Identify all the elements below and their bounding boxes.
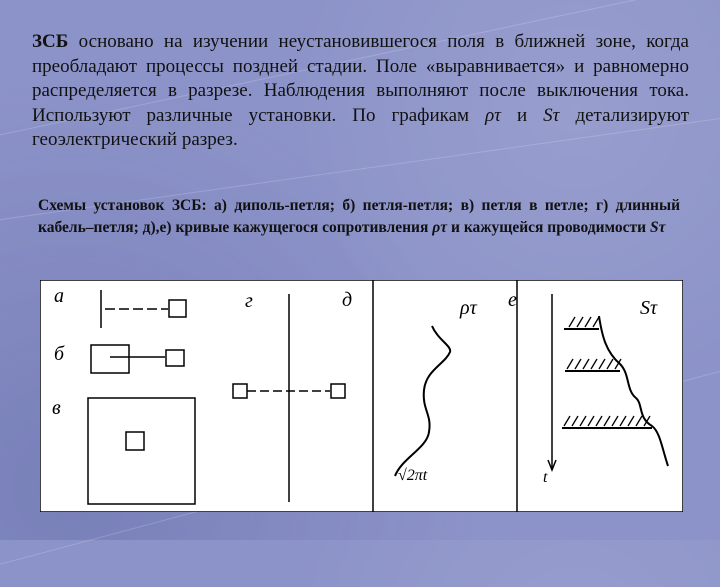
paragraph-text: и <box>500 104 544 126</box>
label-v: в <box>52 397 61 419</box>
label-b: б <box>54 343 65 365</box>
rho-tau-axis-label: ρτ <box>460 297 477 319</box>
figure-frame <box>40 280 683 512</box>
setup-diagram <box>40 280 683 512</box>
paragraph-text: детализируют геоэлектрический разрез. <box>32 104 689 150</box>
caption-text: и кажущейся проводимости <box>447 219 650 236</box>
s-tau-axis-label: Sτ <box>640 297 658 319</box>
label-e: е <box>508 289 517 311</box>
rho-symbol: ρτ <box>432 219 448 236</box>
setup-diagram-figure <box>40 280 683 512</box>
sqrt-2pi-t-label: √2πt <box>398 467 428 484</box>
s-symbol: Sτ <box>543 104 560 126</box>
s-symbol: Sτ <box>649 219 666 236</box>
figure-caption <box>38 195 680 239</box>
caption-text: Схемы установок ЗСБ: а) диполь-петля; б) петля-петля; в) петля в петле; г) длинный кабель–петля; д),е) кривые кажущегося сопротивления <box>38 197 680 236</box>
rho-symbol: ρτ <box>485 104 501 126</box>
label-a: а <box>54 285 64 307</box>
label-g: г <box>245 290 253 312</box>
label-d: д <box>342 289 353 311</box>
t-axis-label: t <box>543 469 548 486</box>
intro-paragraph <box>32 30 689 153</box>
method-term: ЗСБ <box>32 31 69 52</box>
paragraph-text: основано на изучении неустановившегося поля в ближней зоне, когда преобладают процессы поздней стадии. Поле «выравнивается» и равномерно распределяется в разрезе. Наблюдения выполняют после выключения тока. Используют различные установки. По графикам <box>32 31 689 126</box>
